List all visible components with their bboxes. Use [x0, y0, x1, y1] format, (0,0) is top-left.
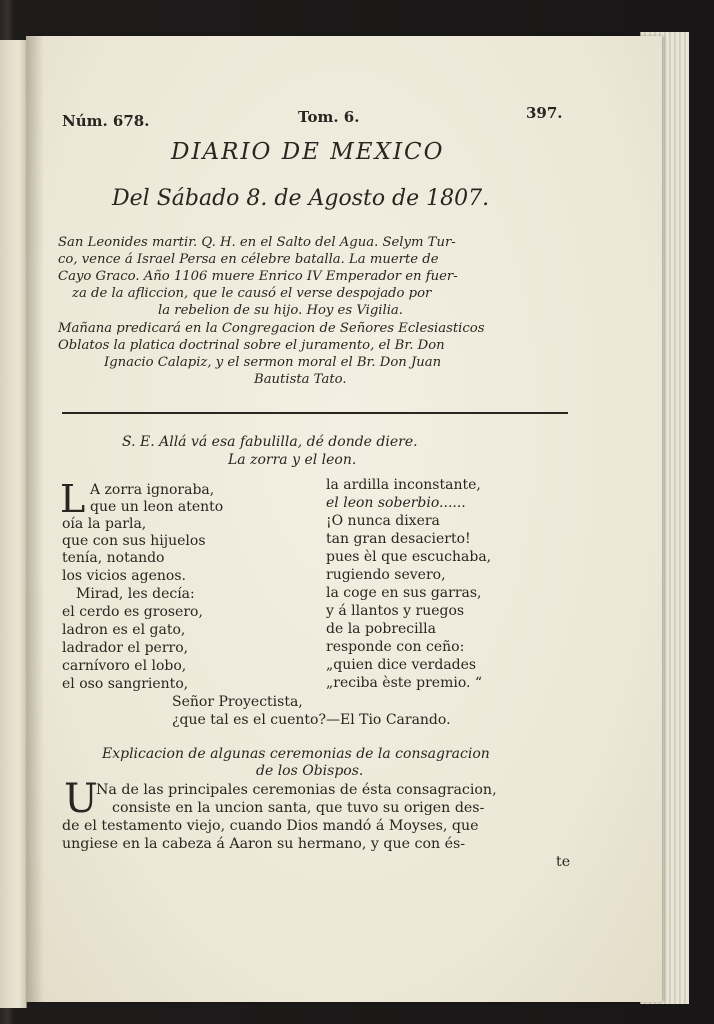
- poem-line: la coge en sus garras,: [326, 585, 482, 601]
- poem-line: rugiendo severo,: [326, 567, 446, 583]
- poem-line: ladron es el gato,: [62, 622, 186, 638]
- date-line: Del Sábado 8. de Agosto de 1807.: [112, 186, 490, 211]
- binding-shadow: [26, 36, 44, 1002]
- article-line: consiste en la uncion santa, que tuvo su origen des-: [112, 800, 485, 816]
- article-line: de el testamento viejo, cuando Dios mandó á Moyses, que: [62, 818, 479, 834]
- summary-line: San Leonides martir. Q. H. en el Salto del Agua. Selym Tur-: [58, 235, 456, 250]
- page-number: 397.: [526, 104, 563, 122]
- summary-line: Ignacio Calapiz, y el sermon moral el Br. Don Juan: [104, 355, 442, 370]
- poem-line: el oso sangriento,: [62, 676, 189, 692]
- poem-line: el cerdo es grosero,: [62, 604, 203, 620]
- fable-heading: S. E. Allá vá esa fabulilla, dé donde diere.: [122, 434, 418, 450]
- summary-line: Mañana predicará en la Congregacion de Señores Eclesiasticos: [58, 321, 485, 336]
- summary-line: la rebelion de su hijo. Hoy es Vigilia.: [158, 303, 403, 318]
- fable-title: La zorra y el leon.: [228, 452, 357, 468]
- drop-cap-u: U: [64, 776, 98, 822]
- poem-line: la ardilla inconstante,: [326, 477, 481, 493]
- poem-line: ladrador el perro,: [62, 640, 189, 656]
- poem-line: „quien dice verdades: [326, 657, 477, 673]
- poem-line: Señor Proyectista,: [172, 694, 303, 710]
- article-heading-continued: de los Obispos.: [256, 763, 364, 779]
- catchword: te: [556, 854, 571, 870]
- poem-line: tenía, notando: [62, 550, 165, 566]
- summary-line: za de la afliccion, que le causó el verse despojado por: [72, 286, 432, 301]
- poem-line: tan gran desacierto!: [326, 531, 471, 547]
- section-divider: [62, 412, 568, 414]
- poem-line: el leon soberbio......: [326, 495, 466, 511]
- volume-number: Tom. 6.: [298, 108, 360, 126]
- summary-line: Cayo Graco. Año 1106 muere Enrico IV Emperador en fuer-: [58, 269, 458, 284]
- summary-line: Oblatos la platica doctrinal sobre el juramento, el Br. Don: [58, 338, 445, 353]
- poem-line: los vicios agenos.: [62, 568, 186, 584]
- article-heading: Explicacion de algunas ceremonias de la consagracion: [102, 746, 490, 762]
- poem-signature-line: ¿que tal es el cuento?—El Tio Carando.: [172, 712, 451, 728]
- poem-line: A zorra ignoraba,: [90, 482, 215, 498]
- newspaper-title: DIARIO DE MEXICO: [171, 139, 445, 165]
- article-line: ungiese en la cabeza á Aaron su hermano, y que con és-: [62, 836, 466, 852]
- drop-cap-l: L: [60, 477, 86, 521]
- poem-line: pues èl que escuchaba,: [326, 549, 492, 565]
- issue-number: Núm. 678.: [62, 112, 150, 130]
- summary-line: Bautista Tato.: [254, 372, 347, 387]
- poem-line: carnívoro el lobo,: [62, 658, 187, 674]
- poem-line: de la pobrecilla: [326, 621, 436, 637]
- article-line: Na de las principales ceremonias de ésta consagracion,: [96, 782, 497, 798]
- poem-line: Mirad, les decía:: [76, 586, 195, 602]
- poem-line: que un leon atento: [90, 499, 224, 515]
- poem-line: que con sus hijuelos: [62, 533, 206, 549]
- newspaper-page: [26, 36, 662, 1002]
- poem-line: y á llantos y ruegos: [326, 603, 465, 619]
- summary-line: co, vence á Israel Persa en célebre batalla. La muerte de: [58, 252, 439, 267]
- poem-line: ¡O nunca dixera: [326, 513, 440, 529]
- poem-line: oía la parla,: [62, 516, 147, 532]
- previous-page-edge: [0, 40, 27, 1008]
- poem-line: „reciba èste premio. “: [326, 675, 483, 691]
- poem-line: responde con ceño:: [326, 639, 465, 655]
